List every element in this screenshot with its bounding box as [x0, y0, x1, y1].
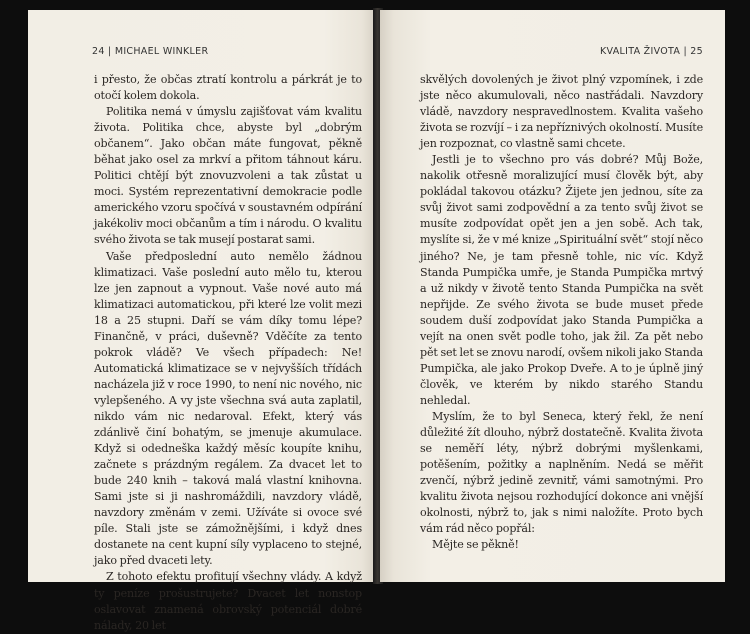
right-page [380, 10, 725, 582]
paragraph: Myslím, že to byl Seneca, který řekl, že není důležité žít dlouho, nýbrž dostatečně. Kvalita života se neměří léty, nýbrž dobrými myšlenkami, potěšením, požitky a naplněním. Nedá se měřit zvenčí, nýbrž jedině zevnitř, vámi samotnými. Pro kvalitu života nejsou rozhodující dokonce ani vnější okolnosti, nýbrž to, jak s nimi naložíte. Proto bych vám rád něco popřál: [420, 409, 703, 536]
paragraph: Politika nemá v úmyslu zajišťovat vám kvalitu života. Politika chce, abyste byl „dobrým občanem“. Jako občan máte fungovat, pěkně běhat jako osel za mrkví a přitom táhnout káru. Politici chtějí být znovuzvoleni a tak zůstat u moci. Systém reprezentativní demokracie podle amerického vzoru spočívá v soustavném odpírání jakékoliv moci občanům a tím i národu. O kvalitu svého života se tak musejí postarat sami. [94, 105, 362, 247]
paragraph: Jestli je to všechno pro vás dobré? Můj Bože, nakolik otřesně moralizující musí člověk být, aby pokládal takovou otázku? Žijete jen jednou, síte za svůj život sami zodpovědní a za tento svůj život se musíte zodpovídat opět jen a jen sobě. Ach tak, myslíte si, že v mé knize „Spirituální svět“ stojí něco jiného? Ne, je tam přesně tohle, nic víc. Když Standa Pumpička umře, je Standa Pumpička mrtvý a už nikdy v životě tento Standa Pumpička na svět nepřijde. Ze svého života se bude muset přede soudem duší zodpovídat jako Standa Pumpička a vejít na onen svět podle toho, jak žil. Za pět nebo pět set let se znovu narodí, ovšem nikoli jako Standa Pumpička, ale jako Prokop Dveře. A to je úplně jiný člověk, ve kterém by nikdo starého Standu nehledal. [420, 153, 703, 407]
right-running-head: KVALITA ŽIVOTA | 25 [599, 46, 703, 57]
left-page-text [94, 72, 362, 634]
right-page-text [420, 72, 703, 553]
paragraph: Vaše předposlední auto nemělo žádnou klimatizaci. Vaše poslední auto mělo tu, kterou lze jen zapnout a vypnout. Vaše nové auto má klimatizaci automatickou, při které lze volit mezi 18 a 25 stupni. Daří se vám díky tomu lépe? Finančně, v práci, duševně? Vděčíte za tento pokrok vládě? Ve všech případech: Ne! Automatická klimatizace se v nejvyšších třídách nacházela již v roce 1990, to není nic nového, nic vylepšeného. A vy jste všechna svá auta zaplatil, nikdo vám nic nedaroval. Efekt, který vás zdánlivě činí bohatým, se jmenuje akumulace. Když si odedneška každý měsíc koupíte knihu, začnete s prázdným regálem. Za dvacet let to bude 240 knih – taková malá vlastní knihovna. Sami jste si ji nashromáždili, navzdory vládě, navzdory změnám v zemi. Užíváte si ovoce své píle. Stali jste se zámožnějšími, i když dnes dostanete na cent kupní síly vyplaceno to stejné, jako před dvaceti lety. [94, 249, 362, 568]
left-page [28, 10, 376, 632]
paragraph: Mějte se pěkně! [432, 538, 519, 552]
paragraph: Z tohoto efektu profitují všechny vlády. A když ty peníze prošustrujete? Dvacet let nonstop oslavovat znamená obrovský potenciál dobré nálady, 20 let [94, 570, 362, 632]
left-running-head: 24 | MICHAEL WINKLER [92, 46, 209, 57]
paragraph: i přesto, že občas ztratí kontrolu a párkrát je to otočí kolem dokola. [94, 73, 362, 103]
paragraph: skvělých dovolených je život plný vzpomínek, i zde jste něco akumulovali, něco nastřádali. Navzdory vládě, navzdory nespravedlnostem. Kvalita vašeho života se rozvíjí – i za nepříznivých okolností. Musíte jen rozpoznat, co vlastně sami chcete. [420, 73, 703, 151]
